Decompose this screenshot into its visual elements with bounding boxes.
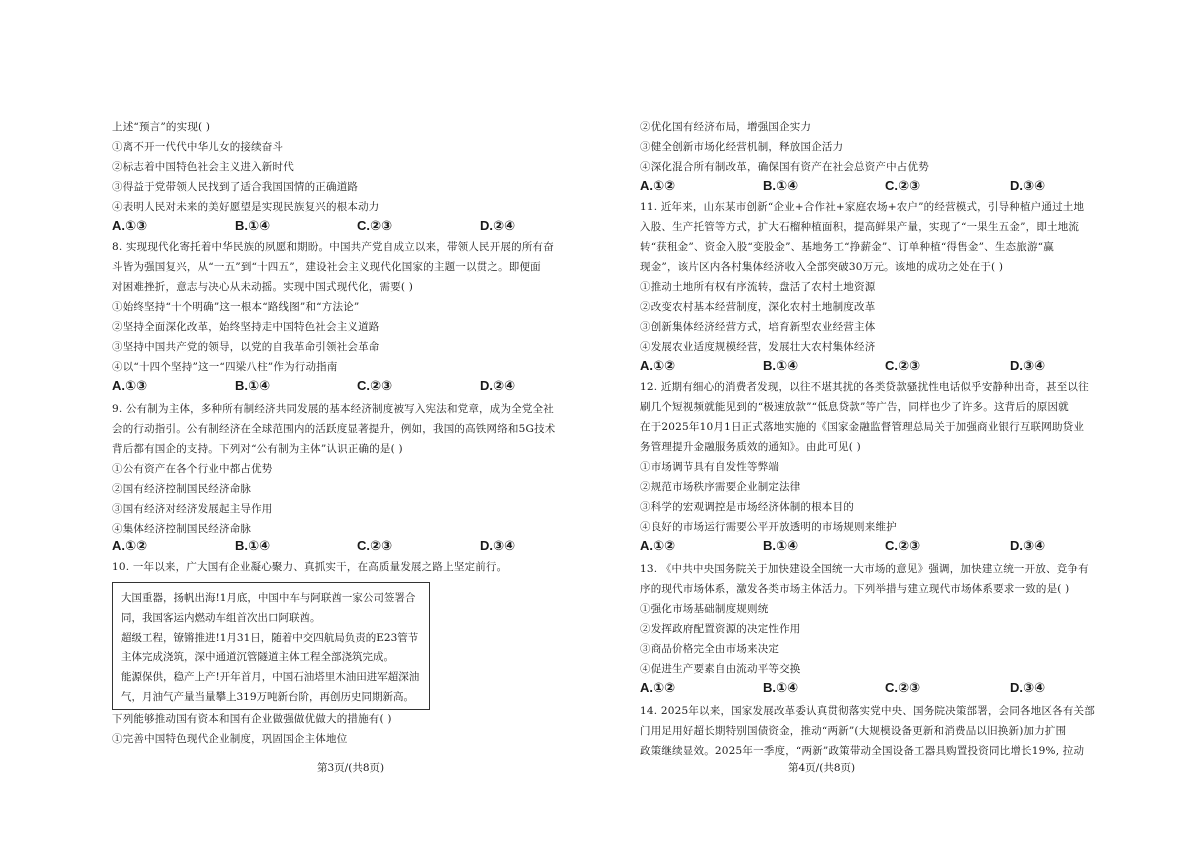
q11-stem-line-4: 现金”，该片区内各村集体经济收入全部突破30万元。该地的成功之处在于( ) (640, 261, 1004, 273)
q10-stem: 10. 一年以来，广大国有企业凝心聚力、真抓实干，在高质量发展之路上坚定前行。 (112, 561, 508, 573)
q10-material-box (112, 582, 430, 710)
q10-material-line-1: 大国重器，扬帆出海!1月底，中国中车与阿联酋一家公司签署合 (121, 592, 416, 604)
q11-option-c: C.②③ (885, 358, 921, 373)
q8-option-d: D.②④ (480, 378, 516, 393)
q10-material-line-5: 能源保供，稳产上产!开年首月，中国石油塔里木油田进军超深油 (121, 671, 420, 684)
q14-stem-line-3: 政策继续显效。2025年一季度，“两新”政策带动全国设备工器具购置投资同比增长19%, 拉动 (640, 745, 1085, 757)
q9-stem-line-3: 背后都有国企的支持。下列对“公有制为主体”认识正确的是( ) (112, 443, 403, 455)
q9-item-2: ②国有经济控制国民经济命脉 (112, 483, 252, 495)
q10-option-a: A.①② (640, 178, 676, 193)
q11-item-1: ①推动土地所有权有序流转，盘活了农村土地资源 (640, 281, 876, 293)
q10-item-3: ③健全创新市场化经营机制，释放国企活力 (640, 141, 844, 153)
q9-stem-line-2: 会的行动指引。公有制经济在全球范围内的活跃度显著提升，例如，我国的高铁网络和5G技术 (112, 423, 556, 435)
q11-option-d: D.③④ (1010, 358, 1046, 373)
q12-options (640, 538, 1060, 556)
page-3-column (112, 0, 637, 849)
q9-stem-line-1: 9. 公有制为主体，多种所有制经济共同发展的基本经济制度被写入宪法和党章，成为全党全社 (112, 403, 554, 415)
q10-question: 下列能够推动国有资本和国有企业做强做优做大的措施有( ) (112, 713, 392, 725)
q9-option-d: D.③④ (480, 538, 516, 553)
q7-item-4: ④表明人民对未来的美好愿望是实现民族复兴的根本动力 (112, 201, 380, 213)
q13-option-d: D.③④ (1010, 680, 1046, 695)
q10-item-4: ④深化混合所有制改革，确保国有资产在社会总资产中占优势 (640, 161, 929, 173)
q12-stem-line-1: 12. 近期有细心的消费者发现，以往不堪其扰的各类贷款骚扰性电话似乎安静种出奇，甚至以往 (640, 381, 1089, 393)
q9-options (112, 538, 532, 556)
q11-item-3: ③创新集体经济经营方式，培育新型农业经营主体 (640, 321, 876, 333)
q7-item-1: ①离不开一代代中华儿女的接续奋斗 (112, 141, 284, 153)
q13-options (640, 680, 1060, 698)
q12-stem-line-2: 刷几个短视频就能见到的“极速放款”“低息贷款”等广告，同样也少了许多。这背后的原因就 (640, 401, 1069, 413)
q8-item-1: ①始终坚持“十个明确”这一根本“路线图”和“方法论” (112, 301, 360, 313)
q12-option-a: A.①② (640, 538, 676, 553)
q13-option-c: C.②③ (885, 680, 921, 695)
q10-option-b: B.①④ (763, 178, 799, 193)
q12-option-c: C.②③ (885, 538, 921, 553)
q10-options (640, 178, 1060, 196)
q8-stem-line-1: 8. 实现现代化寄托着中华民族的夙愿和期盼。中国共产党自成立以来，带领人民开展的所有奋 (112, 241, 554, 253)
q10-option-c: C.②③ (885, 178, 921, 193)
q12-item-4: ④良好的市场运行需要公平开放透明的市场规则来维护 (640, 521, 897, 533)
q8-options (112, 378, 532, 396)
q8-option-b: B.①④ (235, 378, 271, 393)
q9-item-4: ④集体经济控制国民经济命脉 (112, 523, 252, 535)
q12-item-2: ②规范市场秩序需要企业制定法律 (640, 481, 801, 493)
q9-item-1: ①公有资产在各个行业中都占优势 (112, 463, 273, 475)
q11-options (640, 358, 1060, 376)
q11-option-a: A.①② (640, 358, 676, 373)
q10-material-line-6: 气，月油气产量当量攀上319万吨新台阶，再创历史同期新高。 (121, 690, 415, 703)
q10-material-line-2: 同，我国客运内燃动车组首次出口阿联酋。 (121, 611, 321, 624)
q7-option-d: D.②④ (480, 218, 516, 233)
q12-stem-line-3: 在于2025年10月1日正式落地实施的《国家金融监督管理总局关于加强商业银行互联网助贷业 (640, 421, 1085, 433)
page-4-column (640, 0, 1095, 849)
q10-option-d: D.③④ (1010, 178, 1046, 193)
q7-item-2: ②标志着中国特色社会主义进入新时代 (112, 161, 294, 173)
q13-option-b: B.①④ (763, 680, 799, 695)
q13-stem-line-1: 13. 《中共中央国务院关于加快建设全国统一大市场的意见》强调，加快建立统一开放、竞争有 (640, 563, 1089, 575)
q13-option-a: A.①② (640, 680, 676, 695)
q11-stem-line-3: 转“获租金”、资金入股“变股金”、基地务工“挣薪金”、订单种植“得售金”、生态旅游“赢 (640, 241, 1054, 253)
q13-item-4: ④促进生产要素自由流动平等交换 (640, 663, 801, 675)
q13-item-2: ②发挥政府配置资源的决定性作用 (640, 623, 801, 635)
q7-options (112, 218, 532, 236)
q8-item-3: ③坚持中国共产党的领导，以党的自我革命引领社会革命 (112, 341, 380, 353)
q12-stem-line-4: 务管理提升金融服务质效的通知》。由此可见( ) (640, 441, 861, 453)
q11-item-2: ②改变农村基本经营制度，深化农村土地制度改革 (640, 301, 876, 313)
q7-option-a: A.①③ (112, 218, 148, 233)
q10-item-1: ①完善中国特色现代企业制度，巩固国企主体地位 (112, 733, 348, 745)
q10-item-2: ②优化国有经济布局，增强国企实力 (640, 121, 812, 133)
q12-item-1: ①市场调节具有自发性等弊端 (640, 461, 780, 473)
q14-stem-line-1: 14. 2025年以来，国家发展改革委认真贯彻落实党中央、国务院决策部署，会同各地区各有关部 (640, 705, 1095, 717)
q13-stem-line-2: 序的现代市场体系，激发各类市场主体活力。下列举措与建立现代市场体系要求一致的是( ) (640, 583, 1070, 595)
q9-option-a: A.①② (112, 538, 148, 553)
q8-item-2: ②坚持全面深化改革，始终坚持走中国特色社会主义道路 (112, 321, 380, 333)
q9-item-3: ③国有经济对经济发展起主导作用 (112, 503, 273, 515)
q11-option-b: B.①④ (763, 358, 799, 373)
q10-material-line-4: 主体完成浇筑，深中通道沉管隧道主体工程全部浇筑完成。 (121, 651, 394, 664)
q9-option-b: B.①④ (235, 538, 271, 553)
q8-option-a: A.①③ (112, 378, 148, 393)
q7-item-3: ③得益于党带领人民找到了适合我国国情的正确道路 (112, 181, 359, 193)
q14-stem-line-2: 门用足用好超长期特别国债资金，推动“两新”(大规模设备更新和消费品以旧换新)加力扩围 (640, 725, 1067, 737)
q11-stem-line-1: 11. 近年来，山东某市创新“企业+合作社+家庭农场+农户”的经营模式，引导种植户通过土地 (640, 201, 1085, 213)
q11-stem-line-2: 入股、生产托管等方式，扩大石榴种植面积，提高鲜果产量，实现了“一果生五金”，即土地流 (640, 221, 1080, 233)
q13-item-1: ①强化市场基础制度规则统 (640, 603, 769, 615)
q12-option-d: D.③④ (1010, 538, 1046, 553)
q7-option-b: B.①④ (235, 218, 271, 233)
q12-item-3: ③科学的宏观调控是市场经济体制的根本目的 (640, 501, 854, 513)
q11-item-4: ④发展农业适度规模经营，发展壮大农村集体经济 (640, 341, 876, 353)
page-footer-left: 第3页/(共8页) (317, 762, 385, 774)
q12-option-b: B.①④ (763, 538, 799, 553)
q7-stem: 上述“预言”的实现( ) (112, 121, 211, 133)
q8-item-4: ④以“十四个坚持”这一“四梁八柱”作为行动指南 (112, 361, 338, 373)
page-footer-right: 第4页/(共8页) (788, 762, 856, 774)
q13-item-3: ③商品价格完全由市场来决定 (640, 643, 780, 655)
q10-material-line-3: 超级工程，镣锵推进!1月31日，随着中交四航局负责的E23管节 (121, 631, 419, 644)
q9-option-c: C.②③ (357, 538, 393, 553)
q8-stem-line-3: 对困难挫折，意志与决心从未动摇。实现中国式现代化，需要( ) (112, 281, 414, 293)
q8-option-c: C.②③ (357, 378, 393, 393)
q7-option-c: C.②③ (357, 218, 393, 233)
q8-stem-line-2: 斗皆为强国复兴，从“一五”到“十四五”，建设社会主义现代化国家的主题一以贯之。即便面 (112, 261, 541, 273)
